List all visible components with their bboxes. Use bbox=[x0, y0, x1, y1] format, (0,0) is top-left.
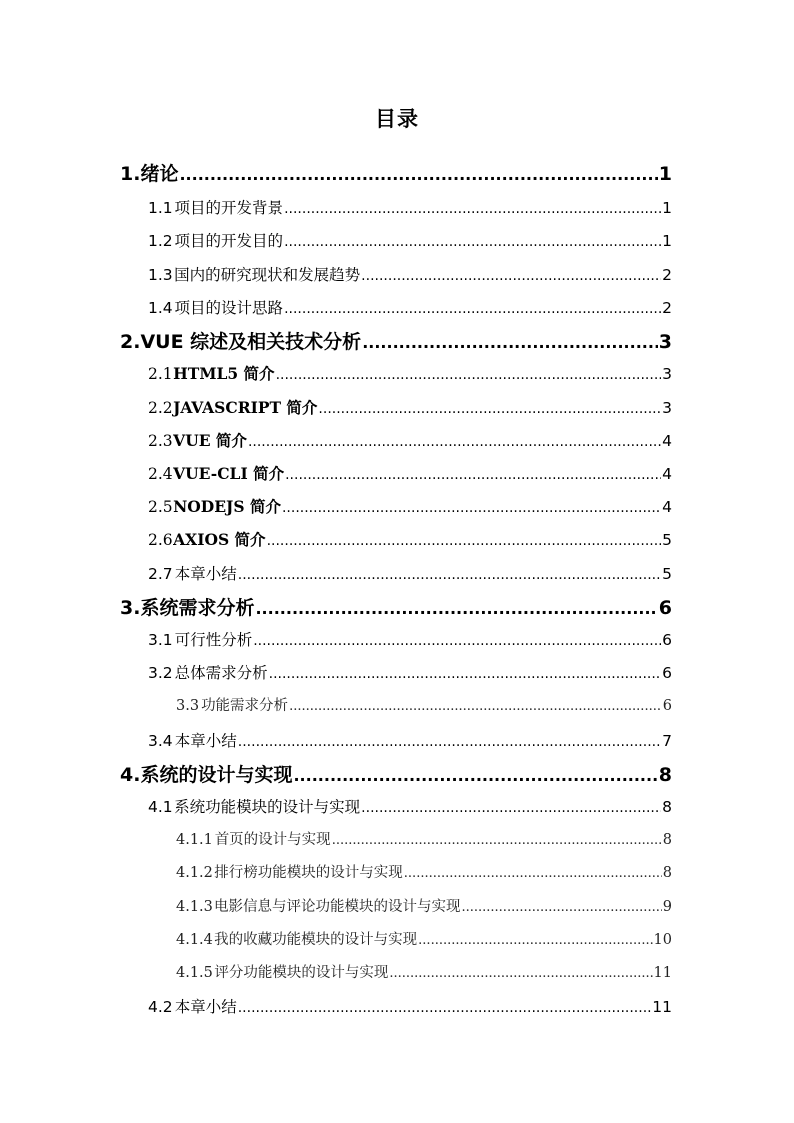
toc-entry-title: 系统需求分析 bbox=[140, 597, 255, 619]
toc-entry-2[interactable] bbox=[120, 327, 672, 354]
toc-entry-number: 1.1 bbox=[148, 199, 173, 217]
toc-dot-leader bbox=[276, 367, 662, 383]
toc-entry-2-4[interactable] bbox=[148, 462, 672, 484]
toc-dot-leader bbox=[238, 1000, 652, 1016]
toc-entry-page-number: 7 bbox=[662, 732, 672, 750]
toc-entry-page-number: 6 bbox=[662, 664, 672, 682]
toc-entry-title: 评分功能模块的设计与实现 bbox=[214, 965, 389, 981]
toc-entry-page-number: 8 bbox=[662, 798, 672, 816]
toc-dot-leader bbox=[461, 900, 661, 915]
toc-entry-title: VUE 简介 bbox=[173, 431, 247, 450]
toc-dot-leader bbox=[361, 800, 661, 816]
toc-dot-leader bbox=[238, 734, 661, 750]
toc-entry-1-4[interactable] bbox=[148, 296, 672, 318]
toc-entry-3-3[interactable] bbox=[176, 694, 672, 715]
toc-entry-title: 系统功能模块的设计与实现 bbox=[174, 798, 361, 816]
toc-entry-page-number: 3 bbox=[658, 331, 672, 353]
toc-entry-title: AXIOS 简介 bbox=[173, 530, 266, 549]
toc-entry-title: 本章小结 bbox=[174, 998, 237, 1016]
toc-entry-page-number: 2 bbox=[662, 266, 672, 284]
toc-entry-3[interactable] bbox=[120, 593, 672, 620]
toc-entry-title: 可行性分析 bbox=[174, 631, 253, 649]
toc-entry-title: VUE 综述及相关技术分析 bbox=[140, 331, 362, 353]
toc-entry-page-number: 5 bbox=[662, 531, 672, 549]
toc-entry-2-6[interactable] bbox=[148, 528, 672, 550]
toc-entry-1-1[interactable] bbox=[148, 196, 672, 218]
toc-entry-page-number: 1 bbox=[662, 199, 672, 217]
toc-entry-title: HTML5 简介 bbox=[173, 364, 275, 383]
toc-entry-title: 项目的开发背景 bbox=[174, 199, 284, 217]
toc-entry-4-1-1[interactable] bbox=[176, 828, 672, 849]
toc-entry-2-7[interactable] bbox=[148, 562, 672, 584]
toc-entry-title: VUE-CLI 简介 bbox=[173, 464, 285, 483]
toc-entry-title: 绪论 bbox=[140, 163, 179, 185]
toc-dot-leader bbox=[285, 467, 661, 483]
toc-entry-4-1[interactable] bbox=[148, 795, 672, 817]
toc-entry-title: 功能需求分析 bbox=[201, 698, 289, 714]
toc-dot-leader bbox=[284, 301, 661, 317]
toc-dot-leader bbox=[389, 966, 652, 981]
toc-entry-page-number: 3 bbox=[662, 399, 672, 417]
toc-entry-page-number: 1 bbox=[662, 232, 672, 250]
toc-entry-title: 电影信息与评论功能模块的设计与实现 bbox=[213, 899, 461, 915]
toc-entry-number: 2.3 bbox=[148, 432, 173, 450]
toc-entry-title: 项目的设计思路 bbox=[174, 299, 284, 317]
toc-dot-leader bbox=[332, 833, 662, 848]
toc-dot-leader bbox=[404, 866, 662, 881]
toc-entry-page-number: 6 bbox=[662, 698, 672, 714]
toc-entry-2-1[interactable] bbox=[148, 362, 672, 384]
toc-dot-leader bbox=[318, 401, 661, 417]
toc-dot-leader bbox=[255, 599, 657, 618]
toc-entry-number: 3.4 bbox=[148, 732, 173, 750]
toc-entry-page-number: 4 bbox=[662, 432, 672, 450]
toc-entry-3-4[interactable] bbox=[148, 729, 672, 751]
toc-entry-4-1-4[interactable] bbox=[176, 928, 672, 949]
toc-entry-4-1-2[interactable] bbox=[176, 861, 672, 882]
toc-entry-number: 3.1 bbox=[148, 631, 173, 649]
toc-entry-3-2[interactable] bbox=[148, 661, 672, 683]
toc-entry-title: 项目的开发目的 bbox=[174, 232, 284, 250]
toc-entry-1[interactable] bbox=[120, 159, 672, 186]
toc-dot-leader bbox=[362, 333, 658, 352]
toc-entry-title: 排行榜功能模块的设计与实现 bbox=[214, 865, 403, 881]
toc-entry-page-number: 10 bbox=[653, 932, 672, 948]
toc-entry-number: 4.1 bbox=[148, 798, 173, 816]
toc-entry-number: 2.7 bbox=[148, 565, 173, 583]
toc-entry-title: 系统的设计与实现 bbox=[140, 764, 293, 786]
toc-dot-leader bbox=[267, 533, 662, 549]
toc-entry-number: 2.4 bbox=[148, 465, 173, 483]
toc-dot-leader bbox=[269, 666, 662, 682]
toc-entry-number: 2.6 bbox=[148, 531, 173, 549]
toc-entry-1-2[interactable] bbox=[148, 229, 672, 251]
toc-entry-page-number: 9 bbox=[662, 899, 672, 915]
toc-entry-number: 3.2 bbox=[148, 664, 173, 682]
toc-entry-number: 1. bbox=[120, 163, 141, 185]
toc-entry-title: 首页的设计与实现 bbox=[214, 832, 331, 848]
toc-entry-number: 1.2 bbox=[148, 232, 173, 250]
toc-entry-page-number: 8 bbox=[658, 764, 672, 786]
toc-dot-leader bbox=[361, 268, 661, 284]
toc-dot-leader bbox=[418, 933, 652, 948]
toc-entry-title: 本章小结 bbox=[174, 732, 237, 750]
toc-entry-number: 4.1.3 bbox=[176, 899, 213, 915]
toc-dot-leader bbox=[284, 234, 661, 250]
toc-dot-leader bbox=[248, 434, 661, 450]
toc-entry-title: 本章小结 bbox=[174, 565, 237, 583]
toc-entry-title: 我的收藏功能模块的设计与实现 bbox=[214, 932, 418, 948]
toc-entry-page-number: 8 bbox=[662, 832, 672, 848]
toc-entry-2-2[interactable] bbox=[148, 396, 672, 418]
toc-entry-1-3[interactable] bbox=[148, 263, 672, 285]
toc-entry-title: 国内的研究现状和发展趋势 bbox=[174, 266, 361, 284]
toc-entry-number: 3.3 bbox=[176, 698, 200, 714]
toc-entry-number: 2.5 bbox=[148, 498, 173, 516]
toc-entry-page-number: 11 bbox=[653, 965, 672, 981]
toc-entry-page-number: 4 bbox=[662, 465, 672, 483]
toc-dot-leader bbox=[253, 633, 661, 649]
toc-entry-number: 2.1 bbox=[148, 365, 173, 383]
toc-entry-4-2[interactable] bbox=[148, 995, 672, 1017]
toc-entry-page-number: 5 bbox=[662, 565, 672, 583]
toc-entry-number: 1.3 bbox=[148, 266, 173, 284]
toc-entry-number: 1.4 bbox=[148, 299, 173, 317]
toc-entry-4-1-3[interactable] bbox=[176, 895, 672, 916]
toc-entry-number: 3. bbox=[120, 597, 141, 619]
toc-dot-leader bbox=[284, 201, 661, 217]
toc-dot-leader bbox=[179, 165, 657, 184]
toc-entry-2-5[interactable] bbox=[148, 495, 672, 517]
toc-dot-leader bbox=[282, 500, 661, 516]
toc-entry-page-number: 1 bbox=[658, 163, 672, 185]
toc-entry-number: 2. bbox=[120, 331, 141, 353]
toc-entry-page-number: 11 bbox=[652, 998, 672, 1016]
toc-entry-3-1[interactable] bbox=[148, 628, 672, 650]
toc-entry-title: 总体需求分析 bbox=[174, 664, 268, 682]
toc-entry-number: 4.2 bbox=[148, 998, 173, 1016]
toc-entry-page-number: 6 bbox=[658, 597, 672, 619]
toc-entry-number: 4.1.5 bbox=[176, 965, 213, 981]
toc-entry-number: 4.1.2 bbox=[176, 865, 213, 881]
toc-entry-page-number: 8 bbox=[662, 865, 672, 881]
toc-entry-4-1-5[interactable] bbox=[176, 961, 672, 982]
toc-entry-page-number: 6 bbox=[662, 631, 672, 649]
toc-entry-number: 2.2 bbox=[148, 399, 173, 417]
toc-dot-leader bbox=[293, 766, 657, 785]
toc-entry-title: JAVASCRIPT 简介 bbox=[173, 398, 318, 417]
toc-entry-number: 4.1.1 bbox=[176, 832, 213, 848]
toc-entry-page-number: 3 bbox=[662, 365, 672, 383]
toc-entry-page-number: 2 bbox=[662, 299, 672, 317]
toc-entry-number: 4.1.4 bbox=[176, 932, 213, 948]
toc-entry-2-3[interactable] bbox=[148, 429, 672, 451]
toc-dot-leader bbox=[238, 567, 661, 583]
toc-entry-page-number: 4 bbox=[662, 498, 672, 516]
page-title: 目录 bbox=[375, 107, 419, 131]
toc-entry-title: NODEJS 简介 bbox=[173, 497, 281, 516]
toc-entry-4[interactable] bbox=[120, 760, 672, 787]
toc-entry-number: 4. bbox=[120, 764, 141, 786]
toc-dot-leader bbox=[289, 699, 662, 714]
